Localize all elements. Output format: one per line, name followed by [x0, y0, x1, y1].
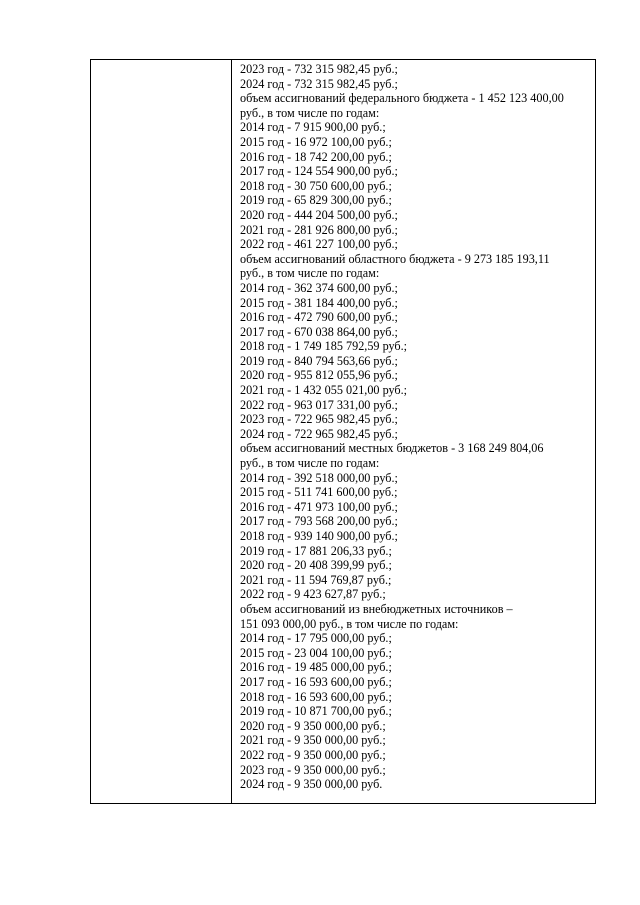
text-line: 2023 год - 722 965 982,45 руб.; — [240, 412, 398, 427]
text-line: руб., в том числе по годам: — [240, 266, 380, 281]
text-line: 2020 год - 20 408 399,99 руб.; — [240, 558, 392, 573]
text-line: 2017 год - 670 038 864,00 руб.; — [240, 324, 398, 339]
text-line: 2019 год - 10 871 700,00 руб.; — [240, 704, 392, 719]
text-line: объем ассигнований местных бюджетов - 3 168 249 804,06 — [240, 441, 544, 456]
text-line: 2016 год - 471 973 100,00 руб.; — [240, 499, 398, 514]
text-line: 2015 год - 511 741 600,00 руб.; — [240, 485, 398, 500]
text-line: 2015 год - 381 184 400,00 руб.; — [240, 295, 398, 310]
text-line: 2014 год - 7 915 900,00 руб.; — [240, 120, 386, 135]
text-line: 2019 год - 17 881 206,33 руб.; — [240, 543, 392, 558]
text-line: руб., в том числе по годам: — [240, 105, 380, 120]
text-line: 2020 год - 444 204 500,00 руб.; — [240, 207, 398, 222]
text-line: 2014 год - 362 374 600,00 руб.; — [240, 280, 398, 295]
text-line: 2017 год - 124 554 900,00 руб.; — [240, 164, 398, 179]
table-right-cell — [232, 60, 595, 803]
text-line: 2024 год - 722 965 982,45 руб.; — [240, 426, 398, 441]
text-line: 2014 год - 17 795 000,00 руб.; — [240, 631, 392, 646]
text-line: 2019 год - 65 829 300,00 руб.; — [240, 193, 392, 208]
text-line: 2018 год - 1 749 185 792,59 руб.; — [240, 339, 408, 354]
text-line: 2022 год - 9 423 627,87 руб.; — [240, 587, 386, 602]
text-line: 2024 год - 9 350 000,00 руб. — [240, 777, 383, 792]
text-line: 2016 год - 18 742 200,00 руб.; — [240, 149, 392, 164]
text-line: 2021 год - 9 350 000,00 руб.; — [240, 733, 386, 748]
text-line: 2019 год - 840 794 563,66 руб.; — [240, 353, 398, 368]
text-line: 2020 год - 955 812 055,96 руб.; — [240, 368, 398, 383]
text-line: объем ассигнований федерального бюджета - 1 452 123 400,00 — [240, 91, 564, 106]
text-line: 2021 год - 11 594 769,87 руб.; — [240, 572, 392, 587]
text-line: 2022 год - 461 227 100,00 руб.; — [240, 237, 398, 252]
text-line: 2014 год - 392 518 000,00 руб.; — [240, 470, 398, 485]
text-line: 2015 год - 16 972 100,00 руб.; — [240, 134, 392, 149]
text-line: 2018 год - 939 140 900,00 руб.; — [240, 529, 398, 543]
text-line: 2016 год - 472 790 600,00 руб.; — [240, 310, 398, 325]
text-line: 2024 год - 732 315 982,45 руб.; — [240, 76, 398, 91]
text-line: 151 093 000,00 руб., в том числе по годам: — [240, 616, 459, 631]
text-line: 2022 год - 963 017 331,00 руб.; — [240, 397, 398, 412]
table-left-cell — [91, 60, 232, 803]
text-line: 2018 год - 30 750 600,00 руб.; — [240, 178, 392, 193]
text-line: 2023 год - 732 315 982,45 руб.; — [240, 62, 398, 76]
text-line: 2021 год - 281 926 800,00 руб.; — [240, 222, 398, 237]
text-line: 2021 год - 1 432 055 021,00 руб.; — [240, 383, 408, 398]
text-line: 2023 год - 9 350 000,00 руб.; — [240, 762, 386, 777]
text-line: 2022 год - 9 350 000,00 руб.; — [240, 747, 386, 762]
text-line: 2018 год - 16 593 600,00 руб.; — [240, 689, 392, 704]
text-line: 2017 год - 16 593 600,00 руб.; — [240, 674, 392, 689]
text-line: объем ассигнований из внебюджетных источников – — [240, 601, 513, 616]
text-line: 2015 год - 23 004 100,00 руб.; — [240, 645, 392, 660]
budget-table — [90, 59, 596, 804]
text-line: 2020 год - 9 350 000,00 руб.; — [240, 718, 386, 733]
text-line: 2016 год - 19 485 000,00 руб.; — [240, 660, 392, 675]
text-line: руб., в том числе по годам: — [240, 456, 380, 471]
text-line: объем ассигнований областного бюджета - 9 273 185 193,11 — [240, 251, 550, 266]
text-line: 2017 год - 793 568 200,00 руб.; — [240, 514, 398, 529]
